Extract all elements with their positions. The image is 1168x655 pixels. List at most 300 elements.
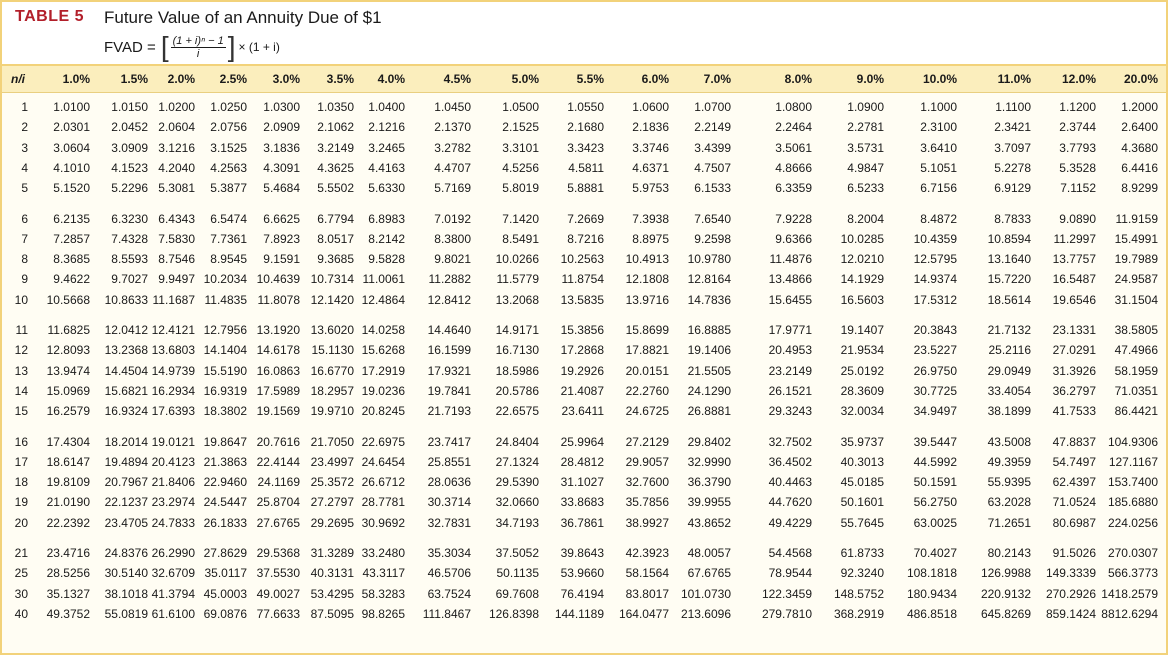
- value-cell: 44.5992: [913, 454, 957, 469]
- value-cell: 23.4997: [310, 454, 354, 469]
- period-cell: 25: [14, 566, 28, 581]
- value-cell: 26.1521: [768, 383, 812, 398]
- value-cell: 6.3230: [111, 211, 148, 226]
- value-cell: 36.7861: [560, 515, 604, 530]
- value-cell: 270.0307: [1107, 546, 1158, 560]
- value-cell: 37.5052: [495, 546, 539, 560]
- value-cell: 16.5487: [1052, 272, 1096, 287]
- column-header: 2.0%: [167, 72, 195, 86]
- value-cell: 14.1404: [203, 343, 247, 358]
- value-cell: 4.2563: [210, 160, 247, 175]
- value-cell: 26.8881: [687, 404, 731, 419]
- value-cell: 19.1569: [256, 404, 300, 419]
- period-cell: 3: [21, 140, 28, 155]
- value-cell: 53.4295: [310, 586, 354, 601]
- value-cell: 34.7193: [495, 515, 539, 530]
- value-cell: 3.3101: [502, 140, 539, 155]
- value-cell: 9.2598: [694, 231, 731, 246]
- value-cell: 26.6712: [361, 475, 405, 490]
- value-cell: 27.2129: [625, 434, 669, 449]
- value-cell: 37.5530: [256, 566, 300, 581]
- value-cell: 63.0025: [913, 515, 957, 530]
- period-cell: 20: [14, 515, 28, 530]
- value-cell: 23.6411: [561, 404, 604, 419]
- value-cell: 2.1680: [567, 120, 604, 135]
- value-cell: 1.0500: [502, 100, 539, 114]
- value-cell: 12.1808: [625, 272, 669, 287]
- value-cell: 1.2000: [1121, 100, 1158, 114]
- value-cell: 50.1601: [840, 495, 884, 510]
- value-cell: 8.5593: [111, 252, 148, 267]
- value-cell: 13.7757: [1052, 252, 1096, 267]
- column-header: 2.5%: [219, 72, 247, 86]
- value-cell: 38.1018: [104, 586, 148, 601]
- value-cell: 4.4707: [434, 160, 471, 175]
- value-cell: 31.3289: [310, 546, 354, 560]
- value-cell: 36.2797: [1052, 383, 1096, 398]
- column-header: 20.0%: [1123, 72, 1158, 86]
- value-cell: 6.7156: [920, 181, 957, 196]
- value-cell: 3.1836: [263, 140, 300, 155]
- value-cell: 3.1216: [158, 140, 195, 155]
- period-cell: 5: [21, 181, 28, 196]
- value-cell: 38.5805: [1114, 323, 1158, 337]
- value-cell: 2.1836: [632, 120, 669, 135]
- value-cell: 24.8404: [495, 434, 539, 449]
- value-cell: 17.5989: [256, 383, 300, 398]
- value-cell: 15.4991: [1114, 231, 1158, 246]
- value-cell: 5.8881: [567, 181, 604, 196]
- value-cell: 24.8376: [104, 546, 148, 560]
- value-cell: 6.4416: [1121, 160, 1158, 175]
- value-cell: 14.1929: [840, 272, 884, 287]
- value-cell: 17.5312: [913, 292, 957, 307]
- value-cell: 27.0291: [1052, 343, 1096, 358]
- value-cell: 1.0450: [434, 100, 471, 114]
- period-cell: 4: [21, 160, 28, 175]
- value-cell: 40.3013: [840, 454, 884, 469]
- value-cell: 32.7502: [768, 434, 812, 449]
- value-cell: 61.8733: [840, 546, 884, 560]
- value-cell: 11.4835: [204, 292, 247, 307]
- value-cell: 25.3572: [310, 475, 354, 490]
- value-cell: 30.5140: [104, 566, 148, 581]
- value-cell: 2.0756: [210, 120, 247, 135]
- period-cell: 7: [21, 231, 28, 246]
- period-cell: 12: [14, 343, 28, 358]
- value-cell: 70.4027: [913, 546, 957, 560]
- value-cell: 28.0636: [427, 475, 471, 490]
- value-cell: 28.4812: [560, 454, 604, 469]
- value-cell: 1.1200: [1059, 100, 1096, 114]
- value-cell: 44.7620: [768, 495, 812, 510]
- column-header: 7.0%: [703, 72, 731, 86]
- value-cell: 91.5026: [1052, 546, 1096, 560]
- value-cell: 13.2068: [495, 292, 539, 307]
- value-cell: 4.4163: [368, 160, 405, 175]
- value-cell: 2.6400: [1121, 120, 1158, 135]
- value-cell: 29.5390: [495, 475, 539, 490]
- value-cell: 16.2579: [46, 404, 90, 419]
- period-cell: 15: [14, 404, 28, 419]
- value-cell: 19.0236: [361, 383, 405, 398]
- value-cell: 6.8983: [368, 211, 405, 226]
- value-cell: 33.2480: [361, 546, 405, 560]
- value-cell: 13.1920: [256, 323, 300, 337]
- value-cell: 55.0819: [104, 606, 148, 621]
- value-cell: 1.0550: [567, 100, 604, 114]
- value-cell: 17.4304: [46, 434, 90, 449]
- value-cell: 16.2934: [151, 383, 195, 398]
- value-cell: 49.3959: [987, 454, 1031, 469]
- value-cell: 28.7781: [361, 495, 405, 510]
- value-cell: 40.4463: [768, 475, 812, 490]
- value-cell: 13.6803: [151, 343, 195, 358]
- value-cell: 6.7794: [317, 211, 354, 226]
- value-cell: 14.9739: [151, 363, 195, 378]
- value-cell: 26.2990: [151, 546, 195, 560]
- value-cell: 13.1640: [987, 252, 1031, 267]
- value-cell: 17.2919: [361, 363, 405, 378]
- value-cell: 19.7841: [427, 383, 471, 398]
- value-cell: 279.7810: [761, 606, 812, 621]
- value-cell: 35.7856: [625, 495, 669, 510]
- value-cell: 2.0909: [263, 120, 300, 135]
- value-cell: 7.8923: [263, 231, 300, 246]
- value-cell: 8.9299: [1121, 181, 1158, 196]
- period-cell: 13: [14, 363, 28, 378]
- value-cell: 45.0185: [840, 475, 884, 490]
- value-cell: 3.3423: [567, 140, 604, 155]
- value-cell: 10.4359: [913, 231, 957, 246]
- value-cell: 10.0266: [495, 252, 539, 267]
- value-cell: 32.0660: [495, 495, 539, 510]
- value-cell: 126.9988: [980, 566, 1031, 581]
- value-cell: 1.0300: [263, 100, 300, 114]
- value-cell: 8.2004: [847, 211, 884, 226]
- value-cell: 164.0477: [618, 606, 669, 621]
- value-cell: 15.1130: [311, 343, 354, 358]
- value-cell: 48.0057: [687, 546, 731, 560]
- value-cell: 12.0210: [840, 252, 884, 267]
- value-cell: 34.9497: [913, 404, 957, 419]
- value-cell: 30.3714: [427, 495, 471, 510]
- value-cell: 2.0604: [158, 120, 195, 135]
- value-cell: 28.3609: [840, 383, 884, 398]
- value-cell: 1.1100: [995, 100, 1031, 114]
- value-cell: 149.3339: [1045, 566, 1096, 581]
- value-cell: 12.8093: [46, 343, 90, 358]
- value-cell: 19.7989: [1114, 252, 1158, 267]
- value-cell: 24.9587: [1114, 272, 1158, 287]
- value-cell: 58.1959: [1114, 363, 1158, 378]
- value-cell: 38.9927: [625, 515, 669, 530]
- value-cell: 10.4913: [625, 252, 669, 267]
- value-cell: 4.6371: [632, 160, 669, 175]
- period-cell: 10: [14, 292, 28, 307]
- value-cell: 27.1324: [495, 454, 539, 469]
- value-cell: 80.2143: [987, 546, 1031, 560]
- value-cell: 10.4639: [256, 272, 300, 287]
- value-cell: 15.5190: [203, 363, 247, 378]
- value-cell: 1.0900: [847, 100, 884, 114]
- column-header: 5.5%: [576, 72, 604, 86]
- value-cell: 20.5786: [495, 383, 539, 398]
- value-cell: 11.8078: [257, 292, 300, 307]
- value-cell: 46.5706: [427, 566, 471, 581]
- value-cell: 71.0351: [1114, 383, 1158, 398]
- value-cell: 63.7524: [427, 586, 471, 601]
- value-cell: 13.2368: [104, 343, 148, 358]
- value-cell: 23.5227: [913, 343, 957, 358]
- value-cell: 2.3100: [920, 120, 957, 135]
- value-cell: 9.5828: [368, 252, 405, 267]
- period-cell: 19: [14, 495, 28, 510]
- value-cell: 54.7497: [1052, 454, 1096, 469]
- value-cell: 20.4123: [151, 454, 195, 469]
- value-cell: 18.2014: [104, 434, 148, 449]
- value-cell: 2.1525: [502, 120, 539, 135]
- value-cell: 13.6020: [310, 323, 354, 337]
- value-cell: 19.8109: [46, 475, 90, 490]
- value-cell: 29.3243: [768, 404, 812, 419]
- value-cell: 4.1010: [53, 160, 90, 175]
- value-cell: 20.7616: [256, 434, 300, 449]
- value-cell: 18.6147: [46, 454, 90, 469]
- value-cell: 25.9964: [560, 434, 604, 449]
- value-cell: 6.2135: [53, 211, 90, 226]
- column-header: 4.5%: [443, 72, 471, 86]
- value-cell: 11.0061: [362, 272, 405, 287]
- value-cell: 13.9474: [46, 363, 90, 378]
- value-cell: 23.2974: [151, 495, 195, 510]
- value-cell: 3.2782: [434, 140, 471, 155]
- value-cell: 19.6546: [1052, 292, 1096, 307]
- value-cell: 18.5614: [987, 292, 1031, 307]
- value-cell: 17.9771: [768, 323, 812, 337]
- value-cell: 49.0027: [256, 586, 300, 601]
- value-cell: 7.3938: [632, 211, 669, 226]
- value-cell: 5.1520: [53, 181, 90, 196]
- value-cell: 54.4568: [768, 546, 812, 560]
- value-cell: 126.8398: [488, 606, 539, 621]
- value-cell: 8812.6294: [1101, 606, 1158, 621]
- value-cell: 122.3459: [761, 586, 812, 601]
- value-cell: 26.9750: [913, 363, 957, 378]
- value-cell: 14.6178: [256, 343, 300, 358]
- value-cell: 43.5008: [987, 434, 1031, 449]
- value-cell: 22.1237: [104, 495, 148, 510]
- value-cell: 69.7608: [495, 586, 539, 601]
- value-cell: 1.0400: [368, 100, 405, 114]
- value-cell: 58.1564: [625, 566, 669, 581]
- value-cell: 224.0256: [1107, 515, 1158, 530]
- value-cell: 2.1062: [317, 120, 354, 135]
- value-cell: 25.8704: [256, 495, 300, 510]
- value-cell: 38.1899: [987, 404, 1031, 419]
- value-cell: 4.3680: [1121, 140, 1158, 155]
- value-cell: 3.2465: [368, 140, 405, 155]
- period-cell: 6: [21, 211, 28, 226]
- value-cell: 9.7027: [111, 272, 148, 287]
- value-cell: 39.8643: [560, 546, 604, 560]
- value-cell: 33.4054: [987, 383, 1031, 398]
- column-header: 3.0%: [272, 72, 300, 86]
- value-cell: 5.2278: [994, 160, 1031, 175]
- value-cell: 20.7967: [104, 475, 148, 490]
- value-cell: 87.5095: [310, 606, 354, 621]
- value-cell: 32.7831: [427, 515, 471, 530]
- value-cell: 36.3790: [687, 475, 731, 490]
- value-cell: 12.8164: [687, 272, 731, 287]
- value-cell: 49.4229: [768, 515, 812, 530]
- column-header: 6.0%: [641, 72, 669, 86]
- value-cell: 5.4684: [263, 181, 300, 196]
- value-cell: 2.0452: [111, 120, 148, 135]
- value-cell: 127.1167: [1108, 454, 1158, 469]
- value-cell: 3.5061: [775, 140, 812, 155]
- value-cell: 25.2116: [988, 343, 1031, 358]
- value-cell: 859.1424: [1045, 606, 1096, 621]
- value-cell: 1.0800: [775, 100, 812, 114]
- value-cell: 61.6100: [151, 606, 195, 621]
- value-cell: 23.4705: [104, 515, 148, 530]
- value-cell: 98.8265: [361, 606, 405, 621]
- value-cell: 22.9460: [203, 475, 247, 490]
- value-cell: 39.9955: [687, 495, 731, 510]
- value-cell: 63.2028: [987, 495, 1031, 510]
- value-cell: 2.1370: [434, 120, 471, 135]
- value-cell: 3.3746: [632, 140, 669, 155]
- column-header: 1.5%: [120, 72, 148, 86]
- value-cell: 39.5447: [913, 434, 957, 449]
- value-cell: 16.5603: [840, 292, 884, 307]
- value-cell: 16.1599: [427, 343, 471, 358]
- value-cell: 11.4876: [769, 252, 812, 267]
- value-cell: 22.6975: [361, 434, 405, 449]
- value-cell: 17.8821: [625, 343, 669, 358]
- value-cell: 8.8975: [632, 231, 669, 246]
- period-cell: 1: [21, 100, 28, 114]
- value-cell: 13.5835: [560, 292, 604, 307]
- period-cell: 17: [14, 454, 28, 469]
- value-cell: 5.3877: [210, 181, 247, 196]
- value-cell: 7.6540: [694, 211, 731, 226]
- value-cell: 2.2149: [694, 120, 731, 135]
- value-cell: 17.2868: [560, 343, 604, 358]
- table-title: Future Value of an Annuity Due of $1: [104, 8, 382, 27]
- value-cell: 5.7169: [434, 181, 471, 196]
- value-cell: 2.2464: [775, 120, 812, 135]
- value-cell: 35.9737: [840, 434, 884, 449]
- value-cell: 15.6455: [768, 292, 812, 307]
- value-cell: 45.0003: [203, 586, 247, 601]
- value-cell: 40.3131: [310, 566, 354, 581]
- value-cell: 12.7956: [203, 323, 247, 337]
- value-cell: 14.4640: [427, 323, 471, 337]
- value-cell: 15.3856: [560, 323, 604, 337]
- value-cell: 9.9497: [158, 272, 195, 287]
- value-cell: 2.2781: [847, 120, 884, 135]
- value-cell: 35.1327: [46, 586, 90, 601]
- value-cell: 185.6880: [1107, 495, 1158, 510]
- value-cell: 3.7793: [1059, 140, 1096, 155]
- value-cell: 55.7645: [840, 515, 884, 530]
- column-header: 12.0%: [1061, 72, 1096, 86]
- table-label: TABLE 5: [15, 8, 84, 25]
- value-cell: 14.4504: [104, 363, 148, 378]
- value-cell: 7.7361: [210, 231, 247, 246]
- value-cell: 22.2760: [625, 383, 669, 398]
- value-cell: 4.5256: [502, 160, 539, 175]
- value-cell: 67.6765: [687, 566, 731, 581]
- period-cell: 9: [21, 272, 28, 287]
- value-cell: 180.9434: [906, 586, 957, 601]
- value-cell: 11.8754: [561, 272, 604, 287]
- header-corner: n/i: [11, 72, 25, 86]
- value-cell: 270.2926: [1045, 586, 1096, 601]
- value-cell: 13.9716: [625, 292, 669, 307]
- value-cell: 12.1420: [310, 292, 354, 307]
- value-cell: 2.3744: [1059, 120, 1096, 135]
- value-cell: 32.9990: [687, 454, 731, 469]
- value-cell: 24.6454: [361, 454, 405, 469]
- value-cell: 31.1027: [560, 475, 604, 490]
- value-cell: 3.0909: [111, 140, 148, 155]
- value-cell: 11.9159: [1115, 211, 1158, 226]
- value-cell: 27.2797: [310, 495, 354, 510]
- value-cell: 21.3863: [203, 454, 247, 469]
- value-cell: 14.7836: [687, 292, 731, 307]
- value-cell: 1.0250: [210, 100, 247, 114]
- value-cell: 49.3752: [46, 606, 90, 621]
- value-cell: 1.0600: [632, 100, 669, 114]
- period-cell: 2: [21, 120, 28, 135]
- value-cell: 47.4966: [1114, 343, 1158, 358]
- value-cell: 4.3091: [263, 160, 300, 175]
- value-cell: 3.7097: [994, 140, 1031, 155]
- value-cell: 8.5491: [502, 231, 539, 246]
- value-cell: 30.9692: [361, 515, 405, 530]
- value-cell: 4.9847: [847, 160, 884, 175]
- value-cell: 10.0285: [840, 231, 884, 246]
- value-cell: 21.0190: [46, 495, 90, 510]
- value-cell: 14.9374: [913, 272, 957, 287]
- value-cell: 11.2997: [1053, 231, 1096, 246]
- value-cell: 24.1169: [257, 475, 300, 490]
- value-cell: 3.6410: [920, 140, 957, 155]
- value-cell: 3.2149: [317, 140, 354, 155]
- value-cell: 8.0517: [317, 231, 354, 246]
- value-cell: 22.2392: [46, 515, 90, 530]
- value-cell: 15.6268: [361, 343, 405, 358]
- value-cell: 9.1591: [263, 252, 300, 267]
- value-cell: 27.8629: [203, 546, 247, 560]
- value-cell: 2.1216: [368, 120, 405, 135]
- value-cell: 20.8245: [361, 404, 405, 419]
- value-cell: 11.5779: [496, 272, 539, 287]
- value-cell: 19.1406: [687, 343, 731, 358]
- value-cell: 10.2563: [560, 252, 604, 267]
- value-cell: 9.3685: [317, 252, 354, 267]
- value-cell: 43.8652: [687, 515, 731, 530]
- value-cell: 1.1000: [920, 100, 957, 114]
- value-cell: 5.3528: [1059, 160, 1096, 175]
- value-cell: 13.4866: [768, 272, 812, 287]
- column-header: 5.0%: [511, 72, 539, 86]
- value-cell: 16.8885: [687, 323, 731, 337]
- value-cell: 2.3421: [994, 120, 1031, 135]
